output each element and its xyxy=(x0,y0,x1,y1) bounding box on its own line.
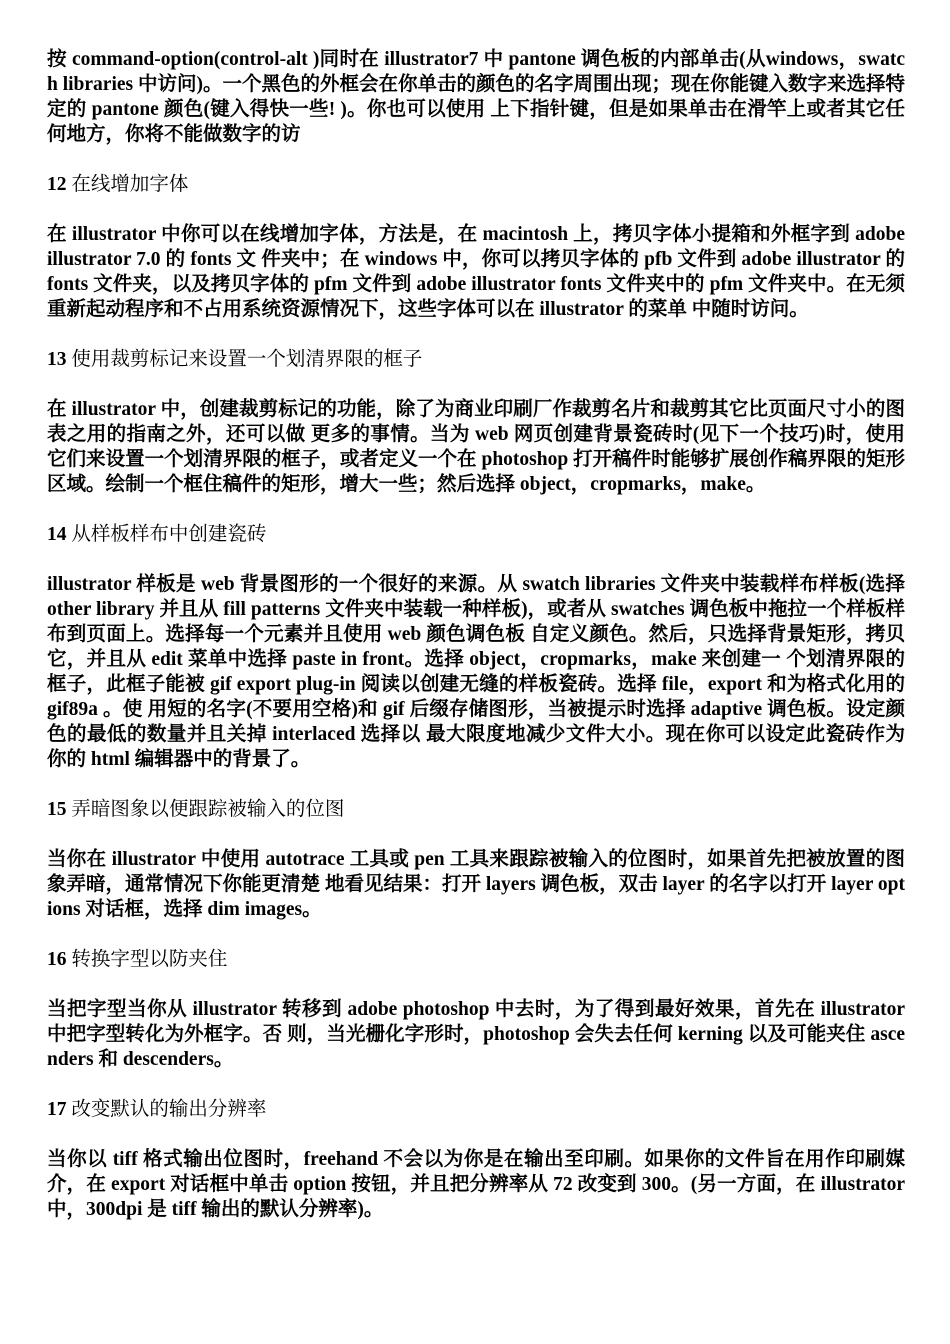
spacer xyxy=(47,372,905,397)
spacer xyxy=(47,772,905,797)
heading-number: 15 xyxy=(47,799,67,820)
paragraph-intro: 按 command-option(control-alt )同时在 illustrator7 中 pantone 调色板的内部单击(从windows，swatch libraries 中访问)。一个黑色的外框会在你单击的颜色的名字周围出现；现在你能键入数字来选择特定的 pantone 颜色(键入得快一些! )。你也可以使用 上下指针键，但是如果单击在滑竿上或者其它任何地方，你将不能做数字的访 xyxy=(47,49,905,145)
paragraph-17: 当你以 tiff 格式输出位图时，freehand 不会以为你是在输出至印刷。如果你的文件旨在用作印刷媒介，在 export 对话框中单击 option 按钮，并且把分辨率从 72 改变到 300。(另一方面，在 illustrator 中，300dpi 是 tiff 输出的默认分辨率)。 xyxy=(47,1149,905,1220)
spacer xyxy=(47,822,905,847)
spacer xyxy=(47,547,905,572)
spacer xyxy=(47,497,905,522)
heading-text: 使用裁剪标记来设置一个划清界限的框子 xyxy=(66,349,423,370)
section-heading-15 xyxy=(47,797,905,822)
heading-text: 从样板样布中创建瓷砖 xyxy=(66,524,267,545)
spacer xyxy=(47,972,905,997)
section-heading-14 xyxy=(47,522,905,547)
spacer xyxy=(47,197,905,222)
heading-number: 12 xyxy=(47,174,67,195)
heading-text: 转换字型以防夹住 xyxy=(66,949,228,970)
paragraph-15: 当你在 illustrator 中使用 autotrace 工具或 pen 工具来跟踪被输入的位图时，如果首先把被放置的图象弄暗，通常情况下你能更清楚 地看见结果：打开 layers 调色板，双击 layer 的名字以打开 layer options 对话框，选择 dim images。 xyxy=(47,849,905,920)
heading-text: 在线增加字体 xyxy=(66,174,189,195)
paragraph-16: 当把字型当你从 illustrator 转移到 adobe photoshop 中去时，为了得到最好效果，首先在 illustrator 中把字型转化为外框字。否 则，当光栅化字形时，photoshop 会失去任何 kerning 以及可能夹住 ascenders 和 descenders。 xyxy=(47,999,905,1070)
spacer xyxy=(47,1122,905,1147)
heading-number: 13 xyxy=(47,349,67,370)
spacer xyxy=(47,147,905,172)
section-heading-12 xyxy=(47,172,905,197)
paragraph-14: illustrator 样板是 web 背景图形的一个很好的来源。从 swatch libraries 文件夹中装载样布样板(选择 other library 并且从 fill patterns 文件夹中装载一种样板)，或者从 swatches 调色板中拖拉一个样板样布到页面上。选择每一个元素并且使用 web 颜色调色板 自定义颜色。然后，只选择背景矩形，拷贝它，并且从 edit 菜单中选择 paste in front。选择 object，cropmarks，make 来创建一 个划清界限的框子，此框子能被 gif export plug-in 阅读以创建无缝的样板瓷砖。选择 file，export 和为格式化用的 gif89a 。使 用短的名字(不要用空格)和 gif 后缀存储图形，当被提示时选择 adaptive 调色板。设定颜色的最低的数量并且关掉 interlaced 选择以 最大限度地减少文件大小。现在你可以设定此瓷砖作为你的 html 编辑器中的背景了。 xyxy=(47,574,905,770)
paragraph-12: 在 illustrator 中你可以在线增加字体，方法是，在 macintosh 上，拷贝字体小提箱和外框字到 adobe illustrator 7.0 的 fonts 文 件夹中；在 windows 中，你可以拷贝字体的 pfb 文件到 adobe illustrator 的 fonts 文件夹，以及拷贝字体的 pfm 文件到 adobe illustrator fonts 文件夹中的 pfm 文件夹中。在无须重新起动程序和不占用系统资源情况下，这些字体可以在 illustrator 的菜单 中随时访问。 xyxy=(47,224,905,320)
section-heading-13 xyxy=(47,347,905,372)
heading-number: 14 xyxy=(47,524,67,545)
heading-text: 弄暗图象以便跟踪被输入的位图 xyxy=(66,799,345,820)
section-heading-17 xyxy=(47,1097,905,1122)
document-page xyxy=(47,47,905,1222)
heading-text: 改变默认的输出分辨率 xyxy=(66,1099,267,1120)
section-heading-16 xyxy=(47,947,905,972)
heading-number: 16 xyxy=(47,949,67,970)
spacer xyxy=(47,922,905,947)
spacer xyxy=(47,322,905,347)
spacer xyxy=(47,1072,905,1097)
heading-number: 17 xyxy=(47,1099,67,1120)
paragraph-13: 在 illustrator 中，创建裁剪标记的功能，除了为商业印刷厂作裁剪名片和裁剪其它比页面尺寸小的图表之用的指南之外，还可以做 更多的事情。当为 web 网页创建背景瓷砖时(见下一个技巧)时，使用它们来设置一个划清界限的框子，或者定义一个在 photoshop 打开稿件时能够扩展创作稿界限的矩形区域。绘制一个框住稿件的矩形，增大一些；然后选择 object，cropmarks，make。 xyxy=(47,399,905,495)
